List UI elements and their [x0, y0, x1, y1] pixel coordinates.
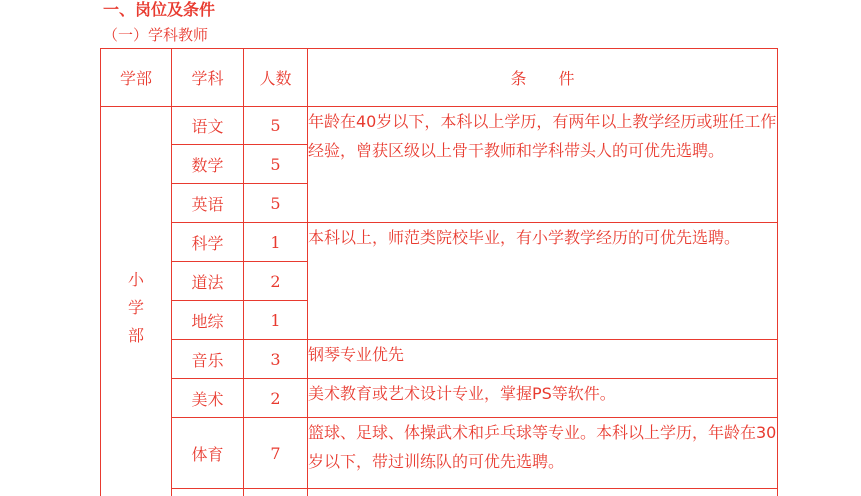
count-cell: 3: [244, 340, 308, 379]
header-dept: 学部: [101, 49, 172, 107]
conditions-cell: 美术教育或艺术设计专业，掌握PS等软件。: [308, 379, 778, 418]
subject-cell: [172, 489, 244, 496]
count-cell: 1: [244, 301, 308, 340]
header-subject: 学科: [172, 49, 244, 107]
table-row: [101, 340, 778, 379]
conditions-cell: 篮球、足球、体操武术和乒乓球等专业。本科以上学历，年龄在30岁以下，带过训练队的可优先选聘。: [308, 418, 778, 489]
conditions-cell: [308, 489, 778, 496]
count-cell: 5: [244, 107, 308, 145]
subject-cell: 数学: [172, 145, 244, 184]
table-row: [101, 489, 778, 496]
subject-cell: 地综: [172, 301, 244, 340]
count-cell: 2: [244, 379, 308, 418]
table-header-row: [101, 49, 778, 107]
conditions-cell: 本科以上，师范类院校毕业，有小学教学经历的可优先选聘。: [308, 223, 778, 340]
conditions-cell: 钢琴专业优先: [308, 340, 778, 379]
sub-section-title: （一）学科教师: [103, 26, 209, 44]
subject-cell: 美术: [172, 379, 244, 418]
count-cell: 5: [244, 145, 308, 184]
table-row: [101, 418, 778, 489]
count-cell: 7: [244, 418, 308, 489]
table-row: [101, 223, 778, 262]
subject-cell: 体育: [172, 418, 244, 489]
subject-cell: 语文: [172, 107, 244, 145]
table-row: [101, 379, 778, 418]
count-cell: 2: [244, 262, 308, 301]
count-cell: [244, 489, 308, 496]
table-row: [101, 107, 778, 145]
subject-cell: 科学: [172, 223, 244, 262]
section-title: 一、岗位及条件: [103, 0, 216, 19]
positions-table: [100, 48, 778, 496]
department-label: 小学部: [127, 270, 144, 345]
subject-cell: 英语: [172, 184, 244, 223]
header-count: 人数: [244, 49, 308, 107]
count-cell: 1: [244, 223, 308, 262]
subject-cell: 道法: [172, 262, 244, 301]
count-cell: 5: [244, 184, 308, 223]
department-cell: [101, 107, 172, 496]
header-conditions: 条 件: [308, 49, 778, 107]
subject-cell: 音乐: [172, 340, 244, 379]
conditions-cell: 年龄在40岁以下，本科以上学历，有两年以上教学经历或班任工作经验，曾获区级以上骨干教师和学科带头人的可优先选聘。: [308, 107, 778, 223]
